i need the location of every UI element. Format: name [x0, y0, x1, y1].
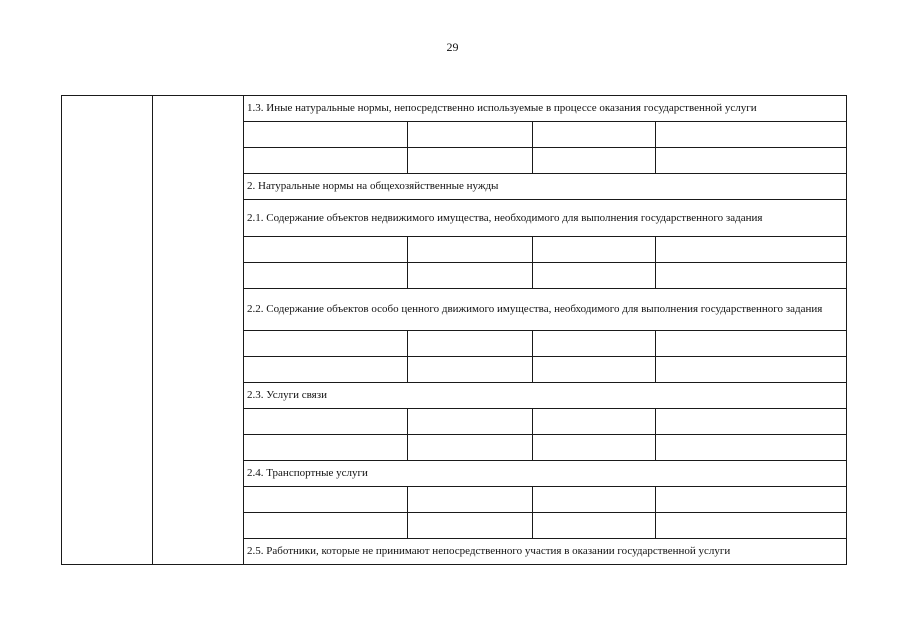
table-cell	[408, 122, 533, 148]
table-cell	[656, 409, 847, 435]
table-cell	[244, 237, 408, 263]
table-cell	[656, 487, 847, 513]
section-heading: 2.1. Содержание объектов недвижимого имущества, необходимого для выполнения государственного задания	[244, 200, 847, 237]
table-cell	[533, 237, 656, 263]
table-cell	[656, 435, 847, 461]
table-cell	[533, 122, 656, 148]
table-cell	[533, 513, 656, 539]
left-merged-cell-2	[153, 96, 244, 565]
section-heading: 2. Натуральные нормы на общехозяйственные нужды	[244, 174, 847, 200]
norms-table	[61, 95, 847, 565]
table-cell	[244, 357, 408, 383]
table-cell	[244, 263, 408, 289]
table-cell	[244, 409, 408, 435]
table-cell	[244, 122, 408, 148]
left-merged-cell-1	[62, 96, 153, 565]
section-heading: 2.5. Работники, которые не принимают непосредственного участия в оказании государственной услуги	[244, 539, 847, 565]
section-heading: 2.4. Транспортные услуги	[244, 461, 847, 487]
table-cell	[656, 263, 847, 289]
section-heading: 2.3. Услуги связи	[244, 383, 847, 409]
table-cell	[408, 237, 533, 263]
table-cell	[408, 331, 533, 357]
table-cell	[408, 148, 533, 174]
table-cell	[533, 357, 656, 383]
table-cell	[408, 357, 533, 383]
table-cell	[656, 237, 847, 263]
table-cell	[533, 331, 656, 357]
table-cell	[533, 435, 656, 461]
table-cell	[244, 148, 408, 174]
page-number: 29	[446, 40, 459, 54]
section-heading: 1.3. Иные натуральные нормы, непосредственно используемые в процессе оказания государственной услуги	[244, 96, 847, 122]
table-cell	[408, 513, 533, 539]
table-cell	[408, 487, 533, 513]
table-cell	[656, 331, 847, 357]
table-cell	[244, 331, 408, 357]
table-row-section-1-3	[62, 96, 847, 122]
table-cell	[408, 409, 533, 435]
table-cell	[656, 148, 847, 174]
table-cell	[408, 435, 533, 461]
table-cell	[533, 263, 656, 289]
table-cell	[533, 148, 656, 174]
table-cell	[533, 487, 656, 513]
table-cell	[244, 487, 408, 513]
table-cell	[244, 513, 408, 539]
table-cell	[408, 263, 533, 289]
table-cell	[244, 435, 408, 461]
table-cell	[656, 513, 847, 539]
section-heading: 2.2. Содержание объектов особо ценного движимого имущества, необходимого для выполнения государственного задания	[244, 289, 847, 331]
table-cell	[533, 409, 656, 435]
table-cell	[656, 357, 847, 383]
table-cell	[656, 122, 847, 148]
